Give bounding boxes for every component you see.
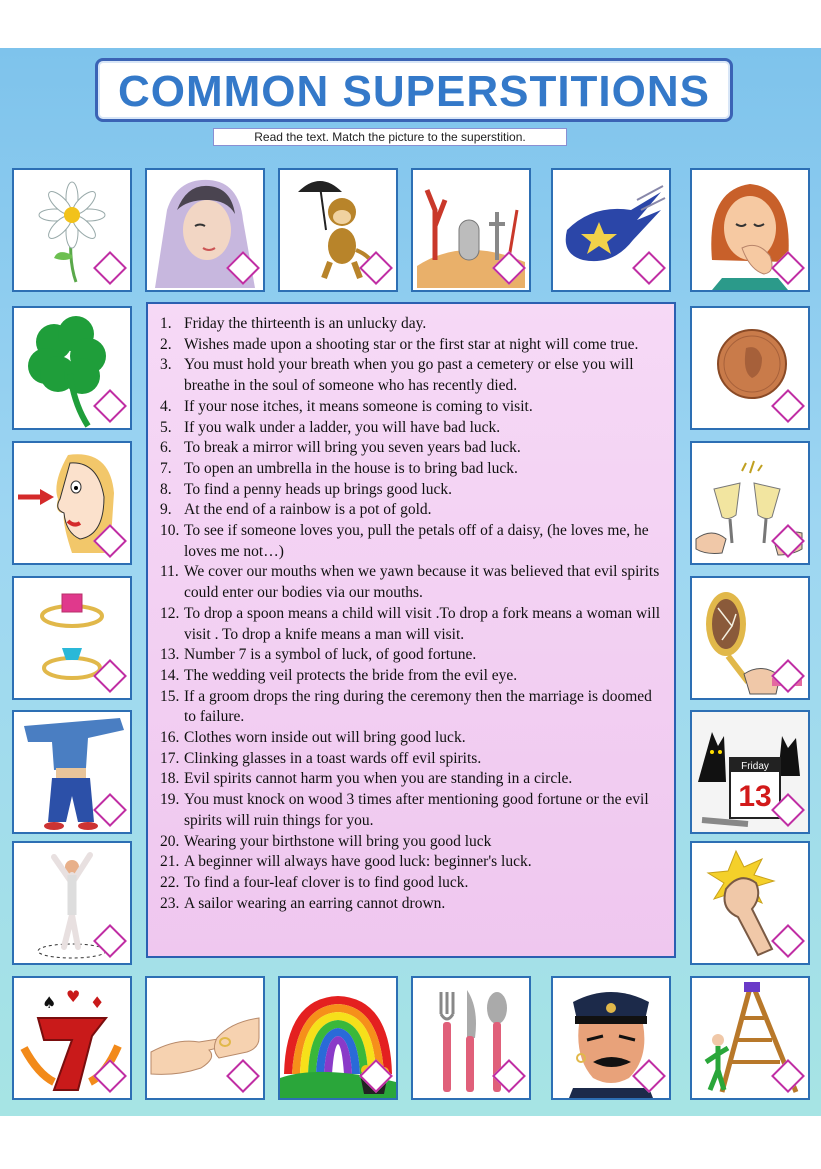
picture-card-clothes[interactable] xyxy=(12,710,132,834)
picture-card-clover[interactable] xyxy=(12,306,132,430)
list-item: 1. Friday the thirteenth is an unlucky day. xyxy=(160,315,427,332)
picture-card-sailor[interactable] xyxy=(551,976,671,1100)
picture-card-ring-hands[interactable] xyxy=(145,976,265,1100)
page-title: COMMON SUPERSTITIONS xyxy=(117,67,711,116)
picture-card-star[interactable] xyxy=(551,168,671,292)
superstitions-list xyxy=(148,304,674,914)
list-item: 11. We cover our mouths when we yawn because it was believed that evil spirits could enter our bodies via our mouths. xyxy=(160,563,660,602)
list-item: 12. To drop a spoon means a child will visit .To drop a fork means a woman will visit . To drop a knife means a man will visit. xyxy=(160,604,661,643)
list-item: 21. A beginner will always have good luck: beginner's luck. xyxy=(160,853,532,871)
picture-card-circle[interactable] xyxy=(12,841,132,965)
list-item: 20. Wearing your birthstone will bring you good luck xyxy=(160,832,492,850)
calendar-day: Friday xyxy=(741,761,769,772)
list-item: 9. At the end of a rainbow is a pot of gold. xyxy=(160,501,432,519)
picture-card-cemetery[interactable] xyxy=(411,168,531,292)
list-item: 4. If your nose itches, it means someone is coming to visit. xyxy=(160,397,533,415)
picture-card-knock[interactable] xyxy=(690,841,810,965)
picture-card-nose[interactable] xyxy=(12,441,132,565)
svg-text:♥: ♥ xyxy=(66,987,81,1006)
list-item: 3. You must hold your breath when you go past a cemetery or else you will breathe in the soul of someone who has recently died. xyxy=(160,356,634,395)
list-item: 17. Clinking glasses in a toast wards off evil spirits. xyxy=(160,749,482,767)
picture-card-friday[interactable] xyxy=(690,710,810,834)
picture-card-bride[interactable] xyxy=(145,168,265,292)
list-item: 15. If a groom drops the ring during the ceremony then the marriage is doomed to failure. xyxy=(160,687,652,726)
picture-card-monkey[interactable] xyxy=(278,168,398,292)
calendar-date: 13 xyxy=(738,780,772,813)
worksheet xyxy=(0,48,821,1116)
list-item: 6. To break a mirror will bring you seven years bad luck. xyxy=(160,439,521,457)
list-item: 5. If you walk under a ladder, you will have bad luck. xyxy=(160,418,501,436)
list-item: 14. The wedding veil protects the bride from the evil eye. xyxy=(160,666,518,684)
list-item: 18. Evil spirits cannot harm you when you are standing in a circle. xyxy=(160,770,573,788)
list-item: 16. Clothes worn inside out will bring good luck. xyxy=(160,729,466,747)
picture-card-penny[interactable] xyxy=(690,306,810,430)
list-item: 10. To see if someone loves you, pull the petals off of a daisy, (he loves me, he loves me not…) xyxy=(160,522,649,560)
picture-card-yawn[interactable] xyxy=(690,168,810,292)
title-banner xyxy=(95,58,733,122)
picture-card-rainbow[interactable] xyxy=(278,976,398,1100)
superstitions-panel xyxy=(146,302,676,958)
svg-text:♠: ♠ xyxy=(42,993,57,1012)
picture-card-mirror[interactable] xyxy=(690,576,810,700)
picture-card-seven[interactable] xyxy=(12,976,132,1100)
picture-card-glasses[interactable] xyxy=(690,441,810,565)
picture-card-rings[interactable] xyxy=(12,576,132,700)
list-item: 2. Wishes made upon a shooting star or the first star at night will come true. xyxy=(160,335,639,353)
list-item: 23. A sailor wearing an earring cannot drown. xyxy=(160,894,446,912)
picture-card-cutlery[interactable] xyxy=(411,976,531,1100)
list-item: 7. To open an umbrella in the house is to bring bad luck. xyxy=(160,459,518,477)
picture-card-ladder[interactable] xyxy=(690,976,810,1100)
list-item: 22. To find a four-leaf clover is to find good luck. xyxy=(160,873,469,891)
list-item: 8. To find a penny heads up brings good luck. xyxy=(160,480,452,498)
instructions: Read the text. Match the picture to the superstition. xyxy=(213,128,567,146)
list-item: 13. Number 7 is a symbol of luck, of good fortune. xyxy=(160,646,477,664)
picture-card-daisy[interactable] xyxy=(12,168,132,292)
svg-text:♦: ♦ xyxy=(90,993,105,1012)
list-item: 19. You must knock on wood 3 times after mentioning good fortune or the evil spirits will ruin things for you. xyxy=(160,791,649,829)
